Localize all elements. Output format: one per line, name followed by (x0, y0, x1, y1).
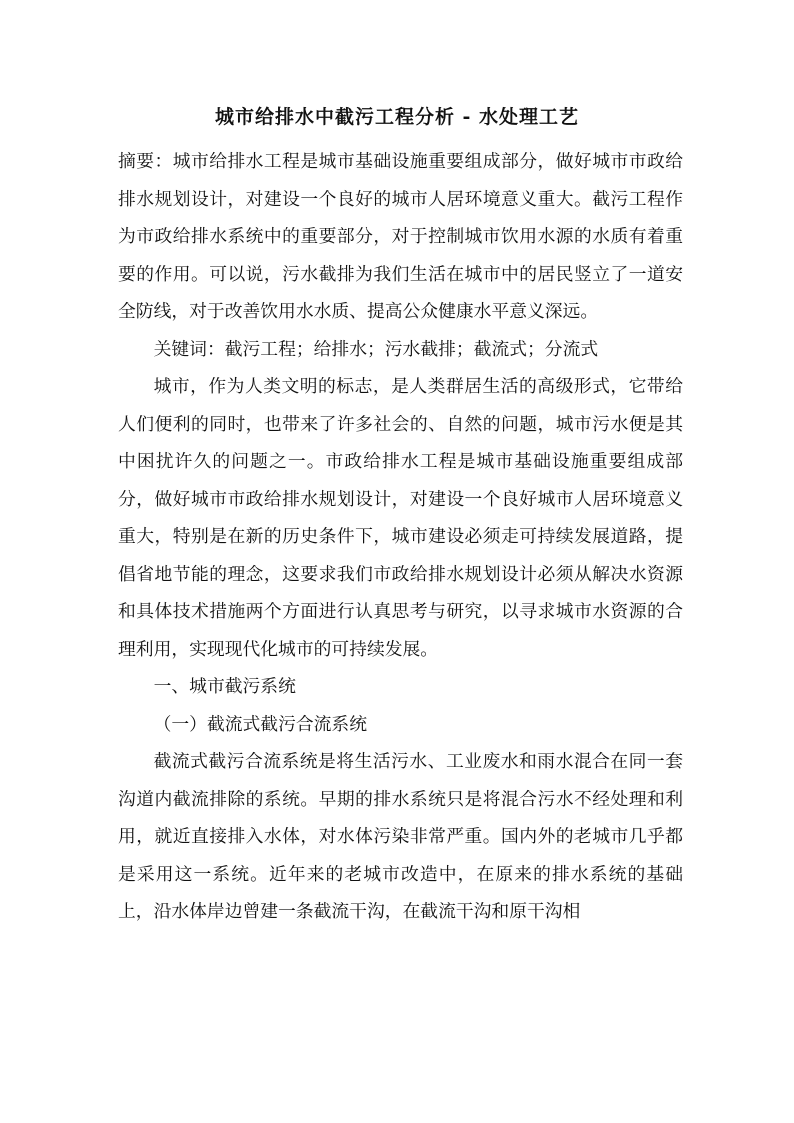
document-title: 城市给排水中截污工程分析 - 水处理工艺 (214, 106, 580, 128)
abstract-paragraph: 摘要：城市给排水工程是城市基础设施重要组成部分，做好城市市政给排水规划设计，对建设一个良好的城市人居环境意义重大。截污工程作为市政给排水系统中的重要部分，对于控制城市饮用水源的水质有着重要的作用。可以说，污水截排为我们生活在城市中的居民竖立了一道安全防线，对于改善饮用水水质、提高公众健康水平意义深远。 (118, 151, 683, 322)
intro-paragraph: 城市，作为人类文明的标志，是人类群居生活的高级形式，它带给人们便利的同时，也带来了许多社会的、自然的问题，城市污水便是其中困扰许久的问题之一。市政给排水工程是城市基础设施重要组成部分，做好城市市政给排水规划设计，对建设一个良好城市人居环境意义重大，特别是在新的历史条件下，城市建设必须走可持续发展道路，提倡省地节能的理念，这要求我们市政给排水规划设计必须从解决水资源和具体技术措施两个方面进行认真思考与研究，以寻求城市水资源的合理利用，实现现代化城市的可持续发展。 (118, 376, 683, 660)
document-body (118, 143, 683, 931)
subsection-heading: （一）截流式截污合流系统 (153, 713, 367, 735)
keywords-paragraph: 关键词：截污工程；给排水；污水截排；截流式；分流式 (153, 338, 599, 360)
section-heading: 一、城市截污系统 (153, 676, 296, 697)
body-paragraph: 截流式截污合流系统是将生活污水、工业废水和雨水混合在同一套沟道内截流排除的系统。早期的排水系统只是将混合污水不经处理和利用，就近直接排入水体，对水体污染非常严重。国内外的老城市几乎都是采用这一系统。近年来的老城市改造中，在原来的排水系统的基础上，沿水体岸边曾建一条截流干沟，在截流干沟和原干沟相 (118, 751, 683, 922)
